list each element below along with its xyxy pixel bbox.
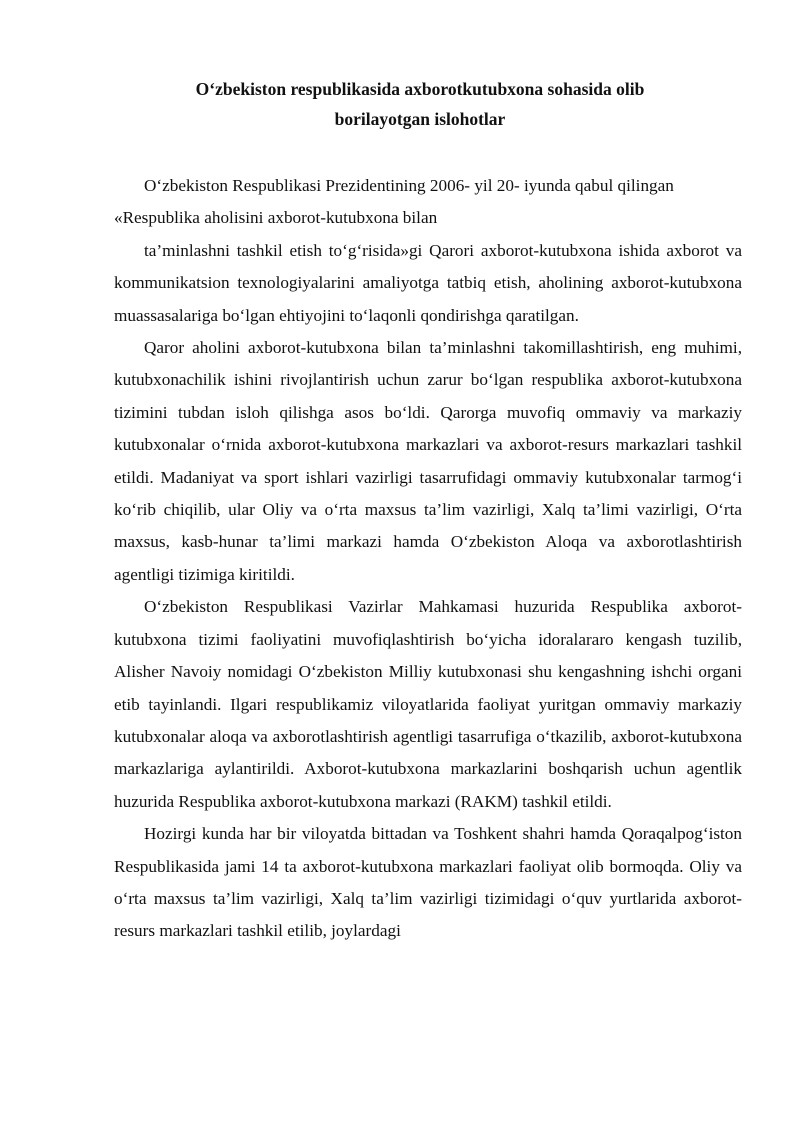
paragraph-2: «Respublika aholisini axborot-kutubxona bilan	[114, 208, 438, 228]
document-title-line-1: O‘zbekiston respublikasida axborotkutubxona sohasida olib	[195, 79, 645, 99]
paragraph-6: Hozirgi kunda har bir viloyatda bittadan va Toshkent shahri hamda Qoraqalpog‘iston Respublikasida jami 14 ta axborot-kutubxona markazlari faoliyat olib bormoqda. Oliy va o‘rta maxsus ta’lim vazirligi, Xalq ta’lim vazirligi tizimidagi o‘quv yurtlarida axborot-resurs markazlari tashkil etilib, joylardagi	[114, 824, 742, 941]
document-title-line-2: borilayotgan islohotlar	[334, 109, 506, 129]
paragraph-5: O‘zbekiston Respublikasi Vazirlar Mahkamasi huzurida Respublika axborot-kutubxona tizimi faoliyatini muvofiqlashtirish bo‘yicha idoralararo kengash tuzilib, Alisher Navoiy nomidagi O‘zbekiston Milliy kutubxonasi shu kengashning ishchi organi etib tayinlandi. Ilgari respublikamiz viloyatlarida faoliyat yuritgan ommaviy markaziy kutubxonalar aloqa va axborotlashtirish agentligi tasarrufiga o‘tkazilib, axborot-kutubxona markazlariga aylantirildi. Axborot-kutubxona markazlarini boshqarish uchun agentlik huzurida Respublika axborot-kutubxona markazi (RAKM) tashkil etildi.	[114, 597, 742, 811]
paragraph-4: Qaror aholini axborot-kutubxona bilan ta’minlashni takomillashtirish, eng muhimi, kutubxonachilik ishini rivojlantirish uchun zarur bo‘lgan respublika axborot-kutubxona tizimini tubdan isloh qilishga asos bo‘ldi. Qarorga muvofiq ommaviy va markaziy kutubxonalar o‘rnida axborot-kutubxona markazlari va axborot-resurs markazlari tashkil etildi. Madaniyat va sport ishlari vazirligi tasarrufidagi ommaviy kutubxonalar tarmog‘i ko‘rib chiqilib, ular Oliy va o‘rta maxsus ta’lim vazirligi, Xalq ta’limi vazirligi, O‘rta maxsus, kasb-hunar ta’limi markazi hamda O‘zbekiston Aloqa va axborotlashtirish agentligi tizimiga kiritildi.	[114, 338, 742, 584]
paragraph-3: ta’minlashni tashkil etish to‘g‘risida»gi Qarori axborot-kutubxona ishida axborot va kommunikatsion texnologiyalarini amaliyotga tatbiq etish, aholining axborot-kutubxona muassasalariga bo‘lgan ehtiyojini to‘laqonli qondirishga qaratilgan.	[114, 240, 742, 325]
document-body	[114, 170, 742, 948]
paragraph-1: O‘zbekiston Respublikasi Prezidentining 2006- yil 20- iyunda qabul qilingan	[144, 176, 674, 195]
